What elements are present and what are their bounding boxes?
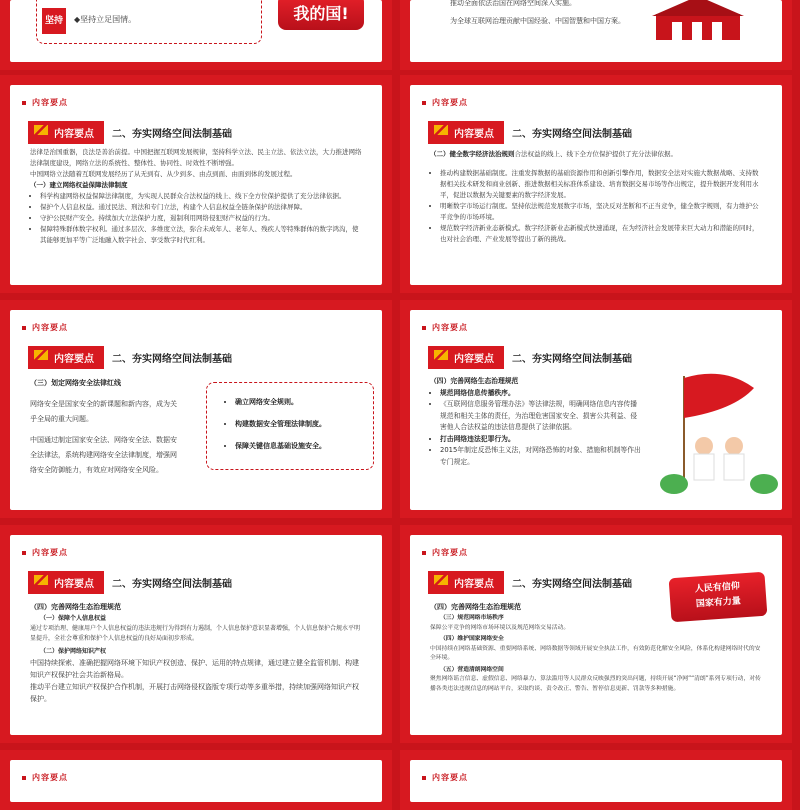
sub-heading: （四）完善网络生态治理规范 bbox=[430, 603, 521, 611]
slide-6 bbox=[400, 525, 792, 743]
rules-box bbox=[206, 382, 374, 470]
slide-header: 内容要点 bbox=[22, 97, 68, 108]
bullet: • 科学构建网络权益保障法律制度，为实现人民群众合法权益的线上、线下全方位保护提供了充分法律依据。 bbox=[40, 191, 362, 202]
badge-pill: 内容要点 bbox=[428, 121, 504, 144]
bullet: • 保障特殊群体数字权利。通过多层次、多维度立法，弥合未成年人、老年人、残疾人等特殊群体的数字鸿沟，使其能够更加平等广泛地融入数字社会、享受数字时代红利。 bbox=[40, 224, 362, 246]
slide-bottom-right bbox=[400, 750, 792, 810]
s2-heading: （二）保护网络知识产权 bbox=[40, 648, 107, 655]
tag: 坚持 bbox=[42, 8, 66, 34]
rule-item: • 确立网络安全规则。 bbox=[235, 391, 373, 413]
section-badge bbox=[28, 346, 232, 369]
s2-heading: （四）维护国家网络安全 bbox=[440, 636, 504, 642]
bullet: • 《互联网信息服务管理办法》等法律法规，明确网络信息内容传播规范和相关主体的责任，为治理危害国家安全、损害公共利益、侵害他人合法权益的违法信息提供了法律依据。 bbox=[440, 399, 642, 434]
section-badge bbox=[428, 121, 632, 144]
section-title: 二、夯实网络空间法制基础 bbox=[112, 579, 232, 590]
bullet: • 2015年制定反恐怖主义法，对网络恐怖的对象、措施和机制等作出专门规定。 bbox=[440, 445, 642, 468]
slide-header: 内容要点 bbox=[422, 322, 468, 333]
rule-item: • 保障关键信息基础设施安全。 bbox=[235, 435, 373, 457]
para2: 中国通过制定国家安全法、网络安全法、数据安全法律法，系统构建网络安全法律制度，增强网络安全防御能力，有效应对网络安全风险。 bbox=[30, 436, 177, 474]
s1-text: 保障公平竞争的网络市场环境以及规范网络交易活动。 bbox=[430, 624, 570, 631]
dashed-box bbox=[36, 0, 262, 44]
s1-text: 通过专项治理、健康用户个人信息权益的违法违规行为得到有力遏制，个人信息保护意识显著增强，个人信息保护合规水平明显提升，全社会尊重和保护个人信息权益的良好局面初步形成。 bbox=[30, 625, 361, 642]
bullet: • 保护个人信息权益。通过民法、刑法和专门立法，构建个人信息权益全链条保护的法律屏障。 bbox=[40, 202, 362, 213]
slide-top-right bbox=[400, 0, 792, 70]
badge-pill: 内容要点 bbox=[428, 571, 504, 594]
section-title: 二、夯实网络空间法制基础 bbox=[112, 354, 232, 365]
section-title: 二、夯实网络空间法制基础 bbox=[512, 129, 632, 140]
badge-pill: 内容要点 bbox=[428, 346, 504, 369]
bullet: • 打击网络违法犯罪行为。 bbox=[440, 434, 642, 446]
slide-header: 内容要点 bbox=[22, 772, 68, 783]
top-left-line: ◆坚持立足国情。 bbox=[74, 15, 137, 24]
section-badge bbox=[428, 571, 632, 594]
slide-top-left bbox=[0, 0, 392, 70]
rule-item: • 构建数据安全管理法律制度。 bbox=[235, 413, 373, 435]
badge-pill: 内容要点 bbox=[28, 121, 104, 144]
section-badge bbox=[28, 571, 232, 594]
flag-illustration bbox=[654, 366, 782, 496]
lead: （二）健全数字经济法治规则 bbox=[430, 150, 515, 158]
s1-heading: （一）保障个人信息权益 bbox=[40, 615, 107, 622]
slide-2 bbox=[400, 75, 792, 293]
bullet: • 规范网络信息传播秩序。 bbox=[440, 388, 642, 400]
bullet: • 守护公民财产安全。持续加大立法保护力度，遏制利用网络侵犯财产权益的行为。 bbox=[40, 213, 362, 224]
s3-text: 聚焦网络谣言信息、虚假信息、网络暴力、算法滥用等人民群众反映强烈的突出问题，持续开展“净网”“清朗”系列专项行动，对传播各类违法违规信息的网站平台，采取约谈、责令改正、警告、暂停信息更新、罚款等多种措施。 bbox=[430, 676, 761, 692]
badge-pill: 内容要点 bbox=[28, 346, 104, 369]
section-badge bbox=[428, 346, 632, 369]
slide-header: 内容要点 bbox=[22, 547, 68, 558]
slide-3 bbox=[0, 300, 392, 518]
lead-rest: 合法权益的线上、线下全方位保护提供了充分法律依据。 bbox=[514, 150, 677, 158]
slide-header: 内容要点 bbox=[22, 322, 68, 333]
bullet: • 明晰数字市场运行制度。坚持依法规范发展数字市场，坚决反对垄断和不正当竞争，健全数字规则，有力维护公平竞争的市场环境。 bbox=[440, 201, 762, 223]
banner: 我的国! bbox=[278, 0, 364, 30]
slide-4 bbox=[400, 300, 792, 518]
slogan-2: 国家有力量 bbox=[695, 596, 742, 610]
section-title: 二、夯实网络空间法制基础 bbox=[512, 579, 632, 590]
intro2: 中国网络立法随着互联网发展经历了从无到有、从少到多、由点到面、由面到体的发展过程。 bbox=[30, 170, 297, 178]
sub-heading: （四）完善网络生态治理规范 bbox=[30, 603, 121, 611]
slide-5 bbox=[0, 525, 392, 743]
s1-heading: （三）规范网络市场秩序 bbox=[440, 615, 504, 621]
slide-header: 内容要点 bbox=[422, 97, 468, 108]
slide-header: 内容要点 bbox=[422, 547, 468, 558]
slogan-1: 人民有信仰 bbox=[694, 581, 741, 595]
bullet: • 规范数字经济新业态新模式。数字经济新业态新模式快速涌现，在为经济社会发展带来巨大动力和潜能的同时，也对社会治理、产业发展等提出了新的挑战。 bbox=[440, 223, 762, 245]
slide-bottom-left bbox=[0, 750, 392, 810]
top-right-line1: 推动全面依法治国在网络空间深入实施。 bbox=[450, 0, 576, 7]
top-right-line2: 为全球互联网治理贡献中国经验、中国智慧和中国方案。 bbox=[450, 17, 625, 25]
sub-heading: （三）划定网络安全法律红线 bbox=[30, 379, 121, 387]
s2-text2: 推动平台建立知识产权保护合作机制，开展打击网络侵权盗版专项行动等多重举措，持续加强网络知识产权保护。 bbox=[30, 683, 359, 703]
slide-1 bbox=[0, 75, 392, 293]
sub-heading: （一）建立网络权益保障法律制度 bbox=[30, 181, 128, 189]
para1: 网络安全是国家安全的新课题和新内容，成为关乎全局的重大问题。 bbox=[30, 400, 177, 423]
s2-text: 中国持续探索、准确把握网络环境下知识产权创造、保护、运用的特点规律，通过建立健全监管机制、构建知识产权保护社会共治新格局。 bbox=[30, 659, 359, 679]
bullet: • 推动构建数据基础制度。注重发挥数据的基础资源作用和创新引擎作用，数据安全法对实施大数据战略、支持数据相关技术研发和商业创新、推进数据相关标准体系建设、培育数据交易市场等作出规定，提升数据开发利用水平，促进以数据为关键要素的数字经济发展。 bbox=[440, 168, 762, 201]
s2-text: 中国持续在网络基础资源、重要网络系统、网络数据等领域开展安全执法工作，有效防范化解安全风险，体系化构建网络时代的安全环境。 bbox=[430, 645, 761, 661]
intro: 法律是治国重器，良法是善治前提。中国把握互联网发展规律，坚持科学立法、民主立法、依法立法，大力推进网络法律制度建设，网络立法的系统性、整体性、协同性、时效性不断增强。 bbox=[30, 148, 362, 167]
building-illustration bbox=[652, 0, 744, 50]
slide-header: 内容要点 bbox=[422, 772, 468, 783]
section-title: 二、夯实网络空间法制基础 bbox=[112, 129, 232, 140]
s3-heading: （五）营造清朗网络空间 bbox=[440, 666, 504, 673]
badge-pill: 内容要点 bbox=[28, 571, 104, 594]
section-title: 二、夯实网络空间法制基础 bbox=[512, 354, 632, 365]
sub-heading: （四）完善网络生态治理规范 bbox=[430, 377, 519, 385]
section-badge bbox=[28, 121, 232, 144]
